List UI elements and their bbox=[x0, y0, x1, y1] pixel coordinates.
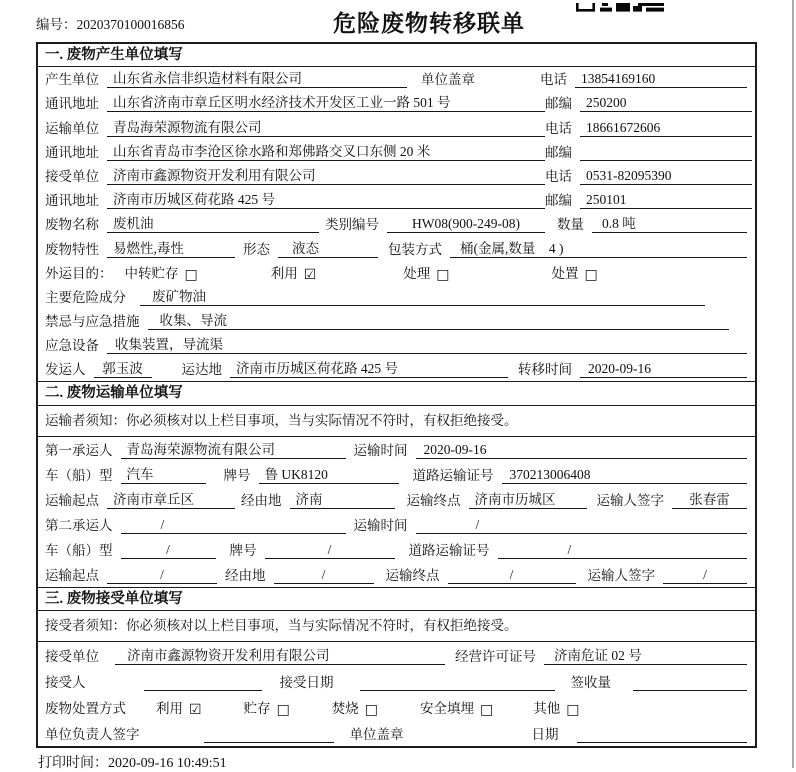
transfer-time-value: 2020-09-16 bbox=[580, 361, 747, 378]
first-route-via-label: 经由地 bbox=[241, 492, 282, 508]
responsible-signature-value bbox=[204, 727, 334, 743]
waste-qty-label: 数量 bbox=[557, 217, 584, 233]
first-transport-time-value: 2020-09-16 bbox=[416, 442, 748, 459]
acceptor-value bbox=[144, 675, 262, 691]
checkbox-unchecked-icon: □ bbox=[436, 266, 450, 283]
second-carrier-label: 第二承运人 bbox=[45, 517, 113, 533]
transporter-phone-value: 18661672606 bbox=[580, 120, 752, 137]
page-title: 危险废物转移联单 bbox=[333, 11, 525, 36]
packing-label: 包装方式 bbox=[388, 241, 442, 257]
producer-phone-label: 电话 bbox=[540, 72, 567, 88]
transporter-value: 青岛海荣源物流有限公司 bbox=[107, 116, 545, 137]
producer-value: 山东省永信非织造材料有限公司 bbox=[107, 67, 407, 88]
second-route-via-value: / bbox=[274, 567, 374, 584]
section3-header: 三. 废物接受单位填写 bbox=[38, 587, 755, 612]
purpose-option-transfer-storage bbox=[125, 262, 198, 282]
row-purpose bbox=[38, 261, 755, 285]
second-plate-label: 牌号 bbox=[229, 542, 257, 558]
checkbox-checked-icon: ☑ bbox=[303, 266, 317, 283]
disposal-option-storage bbox=[244, 697, 290, 717]
checkbox-unchecked-icon: □ bbox=[184, 266, 198, 283]
first-carrier-value: 青岛海荣源物流有限公司 bbox=[121, 438, 346, 459]
receiver-notice: 接受者须知：你必须核对以上栏目事项，当与实际情况不符时，有权拒绝接受。 bbox=[38, 611, 755, 642]
second-carrier-sign-label: 运输人签字 bbox=[587, 567, 655, 583]
waste-category-label: 类别编号 bbox=[325, 217, 379, 233]
section1-header: 一. 废物产生单位填写 bbox=[38, 44, 755, 67]
accept-unit-value: 济南市鑫源物资开发利用有限公司 bbox=[115, 644, 445, 665]
emergency-equipment-label: 应急设备 bbox=[45, 338, 99, 354]
row-first-route bbox=[38, 487, 755, 512]
disposal-option-storage-label: 贮存 bbox=[243, 701, 271, 717]
second-carrier-sign-value: / bbox=[663, 567, 747, 584]
transporter-address-value: 山东省青岛市李沧区徐水路和郑佛路交叉口东侧 20 米 bbox=[107, 140, 545, 161]
waste-qty-value: 0.8 吨 bbox=[592, 212, 747, 233]
checkbox-unchecked-icon: □ bbox=[276, 702, 290, 719]
unit-stamp-label: 单位盖章 bbox=[421, 72, 475, 88]
producer-phone-value: 13854169160 bbox=[575, 71, 747, 88]
business-permit-label: 经营许可证号 bbox=[455, 649, 536, 665]
row-disposal-method bbox=[38, 694, 755, 720]
purpose-label: 外运目的： bbox=[45, 265, 113, 281]
row-first-vehicle bbox=[38, 462, 755, 487]
producer-label: 产生单位 bbox=[45, 72, 99, 88]
second-route-end-label: 运输终点 bbox=[385, 567, 440, 583]
page-right-edge-divider bbox=[792, 0, 794, 768]
packing-value: 桶(金属,数量 4 ) bbox=[450, 237, 747, 258]
row-waste-name bbox=[38, 212, 755, 236]
second-road-permit-label: 道路运输证号 bbox=[408, 542, 490, 558]
waste-form-value: 液态 bbox=[278, 237, 378, 258]
disposal-option-landfill bbox=[420, 697, 493, 717]
transporter-zip-label: 邮编 bbox=[545, 144, 572, 160]
row-taboo-measures bbox=[38, 309, 755, 333]
producer-address-value: 山东省济南市章丘区明水经济技术开发区工业一路 501 号 bbox=[107, 91, 545, 112]
first-plate-label: 牌号 bbox=[223, 467, 251, 483]
receiver-zip-value: 250101 bbox=[580, 192, 752, 209]
second-transport-time-label: 运输时间 bbox=[353, 517, 408, 533]
purpose-option-utilize bbox=[271, 262, 317, 282]
row-waste-character bbox=[38, 236, 755, 260]
producer-zip-label: 邮编 bbox=[545, 96, 572, 112]
first-route-via-value: 济南 bbox=[290, 488, 395, 509]
transporter-address-label: 通讯地址 bbox=[45, 144, 99, 160]
waste-character-value: 易燃性,毒性 bbox=[107, 237, 235, 258]
first-road-permit-value: 370213006408 bbox=[502, 467, 748, 484]
signed-qty-value bbox=[633, 675, 747, 691]
sign-date-label: 日期 bbox=[531, 727, 559, 743]
purpose-option-dispose-label: 处置 bbox=[551, 265, 579, 281]
second-carrier-value: / bbox=[121, 517, 346, 534]
disposal-option-utilize-label: 利用 bbox=[156, 701, 183, 717]
waste-character-label: 废物特性 bbox=[45, 241, 99, 257]
row-receiver-address bbox=[38, 188, 755, 212]
qr-stamp-fragment-icon bbox=[576, 0, 664, 9]
qr-stamp-fragment-svg bbox=[576, 3, 664, 12]
sender-value: 郭玉波 bbox=[94, 357, 152, 378]
row-first-carrier bbox=[38, 437, 755, 462]
first-vehicle-type-value: 汽车 bbox=[121, 463, 206, 484]
checkbox-unchecked-icon: □ bbox=[480, 702, 494, 719]
second-route-via-label: 经由地 bbox=[225, 567, 266, 583]
first-route-start-value: 济南市章丘区 bbox=[107, 488, 235, 509]
receiver-phone-value: 0531-82095390 bbox=[580, 168, 752, 185]
first-route-start-label: 运输起点 bbox=[45, 492, 99, 508]
purpose-option-treat bbox=[403, 262, 449, 282]
hazard-component-value: 废矿物油 bbox=[140, 285, 705, 306]
second-route-start-value: / bbox=[107, 567, 217, 584]
print-time bbox=[38, 752, 227, 772]
disposal-option-landfill-label: 安全填埋 bbox=[420, 701, 475, 717]
transporter-phone-label: 电话 bbox=[545, 120, 572, 136]
checkbox-unchecked-icon: □ bbox=[584, 266, 598, 283]
first-vehicle-type-label: 车（船）型 bbox=[45, 467, 113, 483]
second-vehicle-type-label: 车（船）型 bbox=[45, 542, 113, 558]
second-vehicle-type-value: / bbox=[121, 542, 216, 559]
section2-header: 二. 废物运输单位填写 bbox=[38, 381, 755, 406]
row-emergency-equipment bbox=[38, 333, 755, 357]
waste-name-label: 废物名称 bbox=[45, 217, 99, 233]
disposal-option-utilize bbox=[156, 697, 202, 717]
row-responsible-signature bbox=[38, 720, 755, 746]
first-transport-time-label: 运输时间 bbox=[353, 442, 408, 458]
disposal-option-other bbox=[533, 697, 579, 717]
receiver-label: 接受单位 bbox=[45, 168, 99, 184]
row-producer-address bbox=[38, 91, 755, 115]
destination-label: 运达地 bbox=[181, 362, 222, 378]
doc-number bbox=[36, 13, 185, 33]
receiver-zip-label: 邮编 bbox=[545, 193, 572, 209]
accept-date-label: 接受日期 bbox=[279, 675, 334, 691]
purpose-option-treat-label: 处理 bbox=[403, 265, 431, 281]
waste-category-value: HW08(900-249-08) bbox=[387, 216, 545, 233]
second-route-end-value: / bbox=[448, 567, 576, 584]
transporter-zip-value bbox=[580, 145, 752, 161]
row-acceptor bbox=[38, 668, 755, 694]
unit-stamp-label-2: 单位盖章 bbox=[349, 727, 404, 743]
transporter-label: 运输单位 bbox=[45, 120, 99, 136]
row-transporter-address bbox=[38, 140, 755, 164]
receiver-phone-label: 电话 bbox=[545, 168, 572, 184]
sender-label: 发运人 bbox=[45, 362, 86, 378]
first-plate-value: 鲁 UK8120 bbox=[259, 463, 399, 484]
business-permit-value: 济南危证 02 号 bbox=[544, 644, 747, 665]
row-producer bbox=[38, 67, 755, 91]
row-second-carrier bbox=[38, 512, 755, 537]
second-route-start-label: 运输起点 bbox=[45, 567, 99, 583]
disposal-method-label: 废物处置方式 bbox=[45, 701, 126, 717]
receiver-address-value: 济南市历城区荷花路 425 号 bbox=[107, 188, 545, 209]
producer-zip-value: 250200 bbox=[580, 95, 752, 112]
purpose-option-utilize-label: 利用 bbox=[270, 265, 298, 281]
first-road-permit-label: 道路运输证号 bbox=[412, 467, 494, 483]
waste-form-label: 形态 bbox=[243, 241, 270, 257]
taboo-measures-value: 收集、导流 bbox=[148, 309, 730, 330]
accept-date-value bbox=[360, 675, 555, 691]
transfer-time-label: 转移时间 bbox=[518, 362, 572, 378]
first-route-end-value: 济南市历城区 bbox=[469, 488, 587, 509]
acceptor-label: 接受人 bbox=[45, 675, 86, 691]
hazard-component-label: 主要危险成分 bbox=[45, 289, 126, 305]
second-plate-value: / bbox=[265, 542, 395, 559]
disposal-option-other-label: 其他 bbox=[533, 701, 561, 717]
first-carrier-label: 第一承运人 bbox=[45, 442, 113, 458]
first-carrier-sign-value: 张春雷 bbox=[672, 488, 747, 509]
second-road-permit-value: / bbox=[498, 542, 748, 559]
doc-number-value: 2020370100016856 bbox=[76, 17, 185, 32]
receiver-address-label: 通讯地址 bbox=[45, 193, 99, 209]
row-second-route bbox=[38, 562, 755, 587]
receiver-value: 济南市鑫源物资开发利用有限公司 bbox=[107, 164, 545, 185]
emergency-equipment-value: 收集装置，导流渠 bbox=[107, 333, 747, 354]
checkbox-checked-icon: ☑ bbox=[189, 702, 202, 719]
print-time-label: 打印时间： bbox=[38, 756, 108, 771]
taboo-measures-label: 禁忌与应急措施 bbox=[45, 314, 140, 330]
row-accept-unit bbox=[38, 642, 755, 668]
purpose-option-transfer-storage-label: 中转贮存 bbox=[124, 265, 179, 281]
row-second-vehicle bbox=[38, 537, 755, 562]
disposal-option-incinerate-label: 焚烧 bbox=[331, 701, 359, 717]
row-sender bbox=[38, 357, 755, 381]
signed-qty-label: 签收量 bbox=[570, 675, 611, 691]
row-transporter bbox=[38, 115, 755, 139]
transporter-notice: 运输者须知：你必须核对以上栏目事项，当与实际情况不符时，有权拒绝接受。 bbox=[38, 406, 755, 437]
checkbox-unchecked-icon: □ bbox=[364, 702, 379, 719]
second-transport-time-value: / bbox=[416, 517, 748, 534]
checkbox-unchecked-icon: □ bbox=[566, 702, 580, 719]
purpose-option-dispose bbox=[552, 262, 598, 282]
disposal-option-incinerate bbox=[332, 697, 378, 717]
row-receiver bbox=[38, 164, 755, 188]
first-carrier-sign-label: 运输人签字 bbox=[596, 492, 664, 508]
waste-name-value: 废机油 bbox=[107, 212, 319, 233]
destination-value: 济南市历城区荷花路 425 号 bbox=[230, 357, 508, 378]
sign-date-value bbox=[577, 727, 748, 743]
producer-address-label: 通讯地址 bbox=[45, 96, 99, 112]
first-route-end-label: 运输终点 bbox=[406, 492, 461, 508]
print-time-value: 2020-09-16 10:49:51 bbox=[108, 756, 227, 771]
row-hazard-component bbox=[38, 285, 755, 309]
responsible-signature-label: 单位负责人签字 bbox=[45, 727, 140, 743]
doc-number-label: 编号： bbox=[36, 17, 77, 32]
manifest-form bbox=[36, 42, 757, 748]
accept-unit-label: 接受单位 bbox=[45, 649, 99, 665]
